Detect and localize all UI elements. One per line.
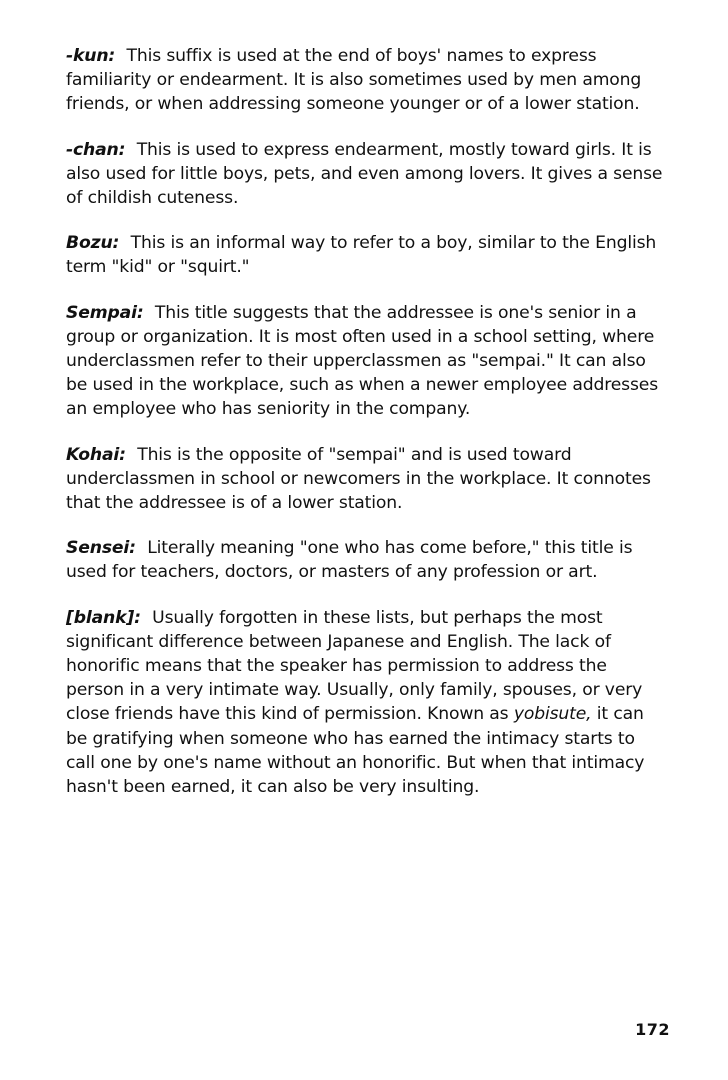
entry-term: Sensei:: [66, 538, 136, 559]
entry-term: -kun:: [66, 46, 116, 66]
entry-term: Sempai:: [66, 302, 144, 323]
entry-text: This title suggests that the addressee is one's senior in a group or organization. It is most often used in a school setting, where underclassmen refer to their upperclassmen as "sempai." It can also be used in the workplace, such as when a newer employee addresses an employee who has seniority in the company.: [66, 302, 659, 420]
honorifics-list: [66, 44, 666, 820]
entry-chan: [66, 138, 666, 211]
entry-sempai: [66, 301, 666, 422]
entry-sensei: [66, 536, 666, 584]
entry-text-before: Usually forgotten in these lists, but perhaps the most significant difference between Japanese and English. The lack of honorific means that the speaker has permission to address the person in a very intimate way. Usually, only family, spouses, or very close friends have this kind of permission. Known as: [66, 607, 643, 725]
entry-text: This is the opposite of "sempai" and is used toward underclassmen in school or newcomers in the workplace. It connotes that the addressee is of a lower station.: [66, 444, 651, 514]
entry-term: -chan:: [66, 139, 126, 160]
entry-term: Bozu:: [66, 233, 120, 254]
entry-term: [blank]:: [66, 607, 141, 628]
entry-text: Literally meaning "one who has come before," this title is used for teachers, doctors, or masters of any profession or art.: [66, 538, 633, 583]
entry-term: Kohai:: [66, 444, 126, 465]
entry-text: This is used to express endearment, mostly toward girls. It is also used for little boys, pets, and even among lovers. It gives a sense of childish cuteness.: [66, 139, 663, 209]
entry-blank: [66, 606, 666, 800]
entry-text: This is an informal way to refer to a boy, similar to the English term "kid" or "squirt.": [66, 233, 657, 278]
entry-kohai: [66, 443, 666, 516]
entry-text-after: it can be gratifying when someone who has earned the intimacy starts to call one by one's name without an honorific. But when that intimacy hasn't been earned, it can also be very insulting.: [66, 704, 645, 798]
entry-emphasis: yobisute,: [513, 704, 592, 725]
entry-kun: [66, 44, 666, 117]
entry-text: This suffix is used at the end of boys' names to express familiarity or endearment. It is also sometimes used by men among friends, or when addressing someone younger or of a lower station.: [66, 46, 642, 115]
entry-bozu: [66, 231, 666, 279]
page-number: 172: [635, 1020, 670, 1039]
